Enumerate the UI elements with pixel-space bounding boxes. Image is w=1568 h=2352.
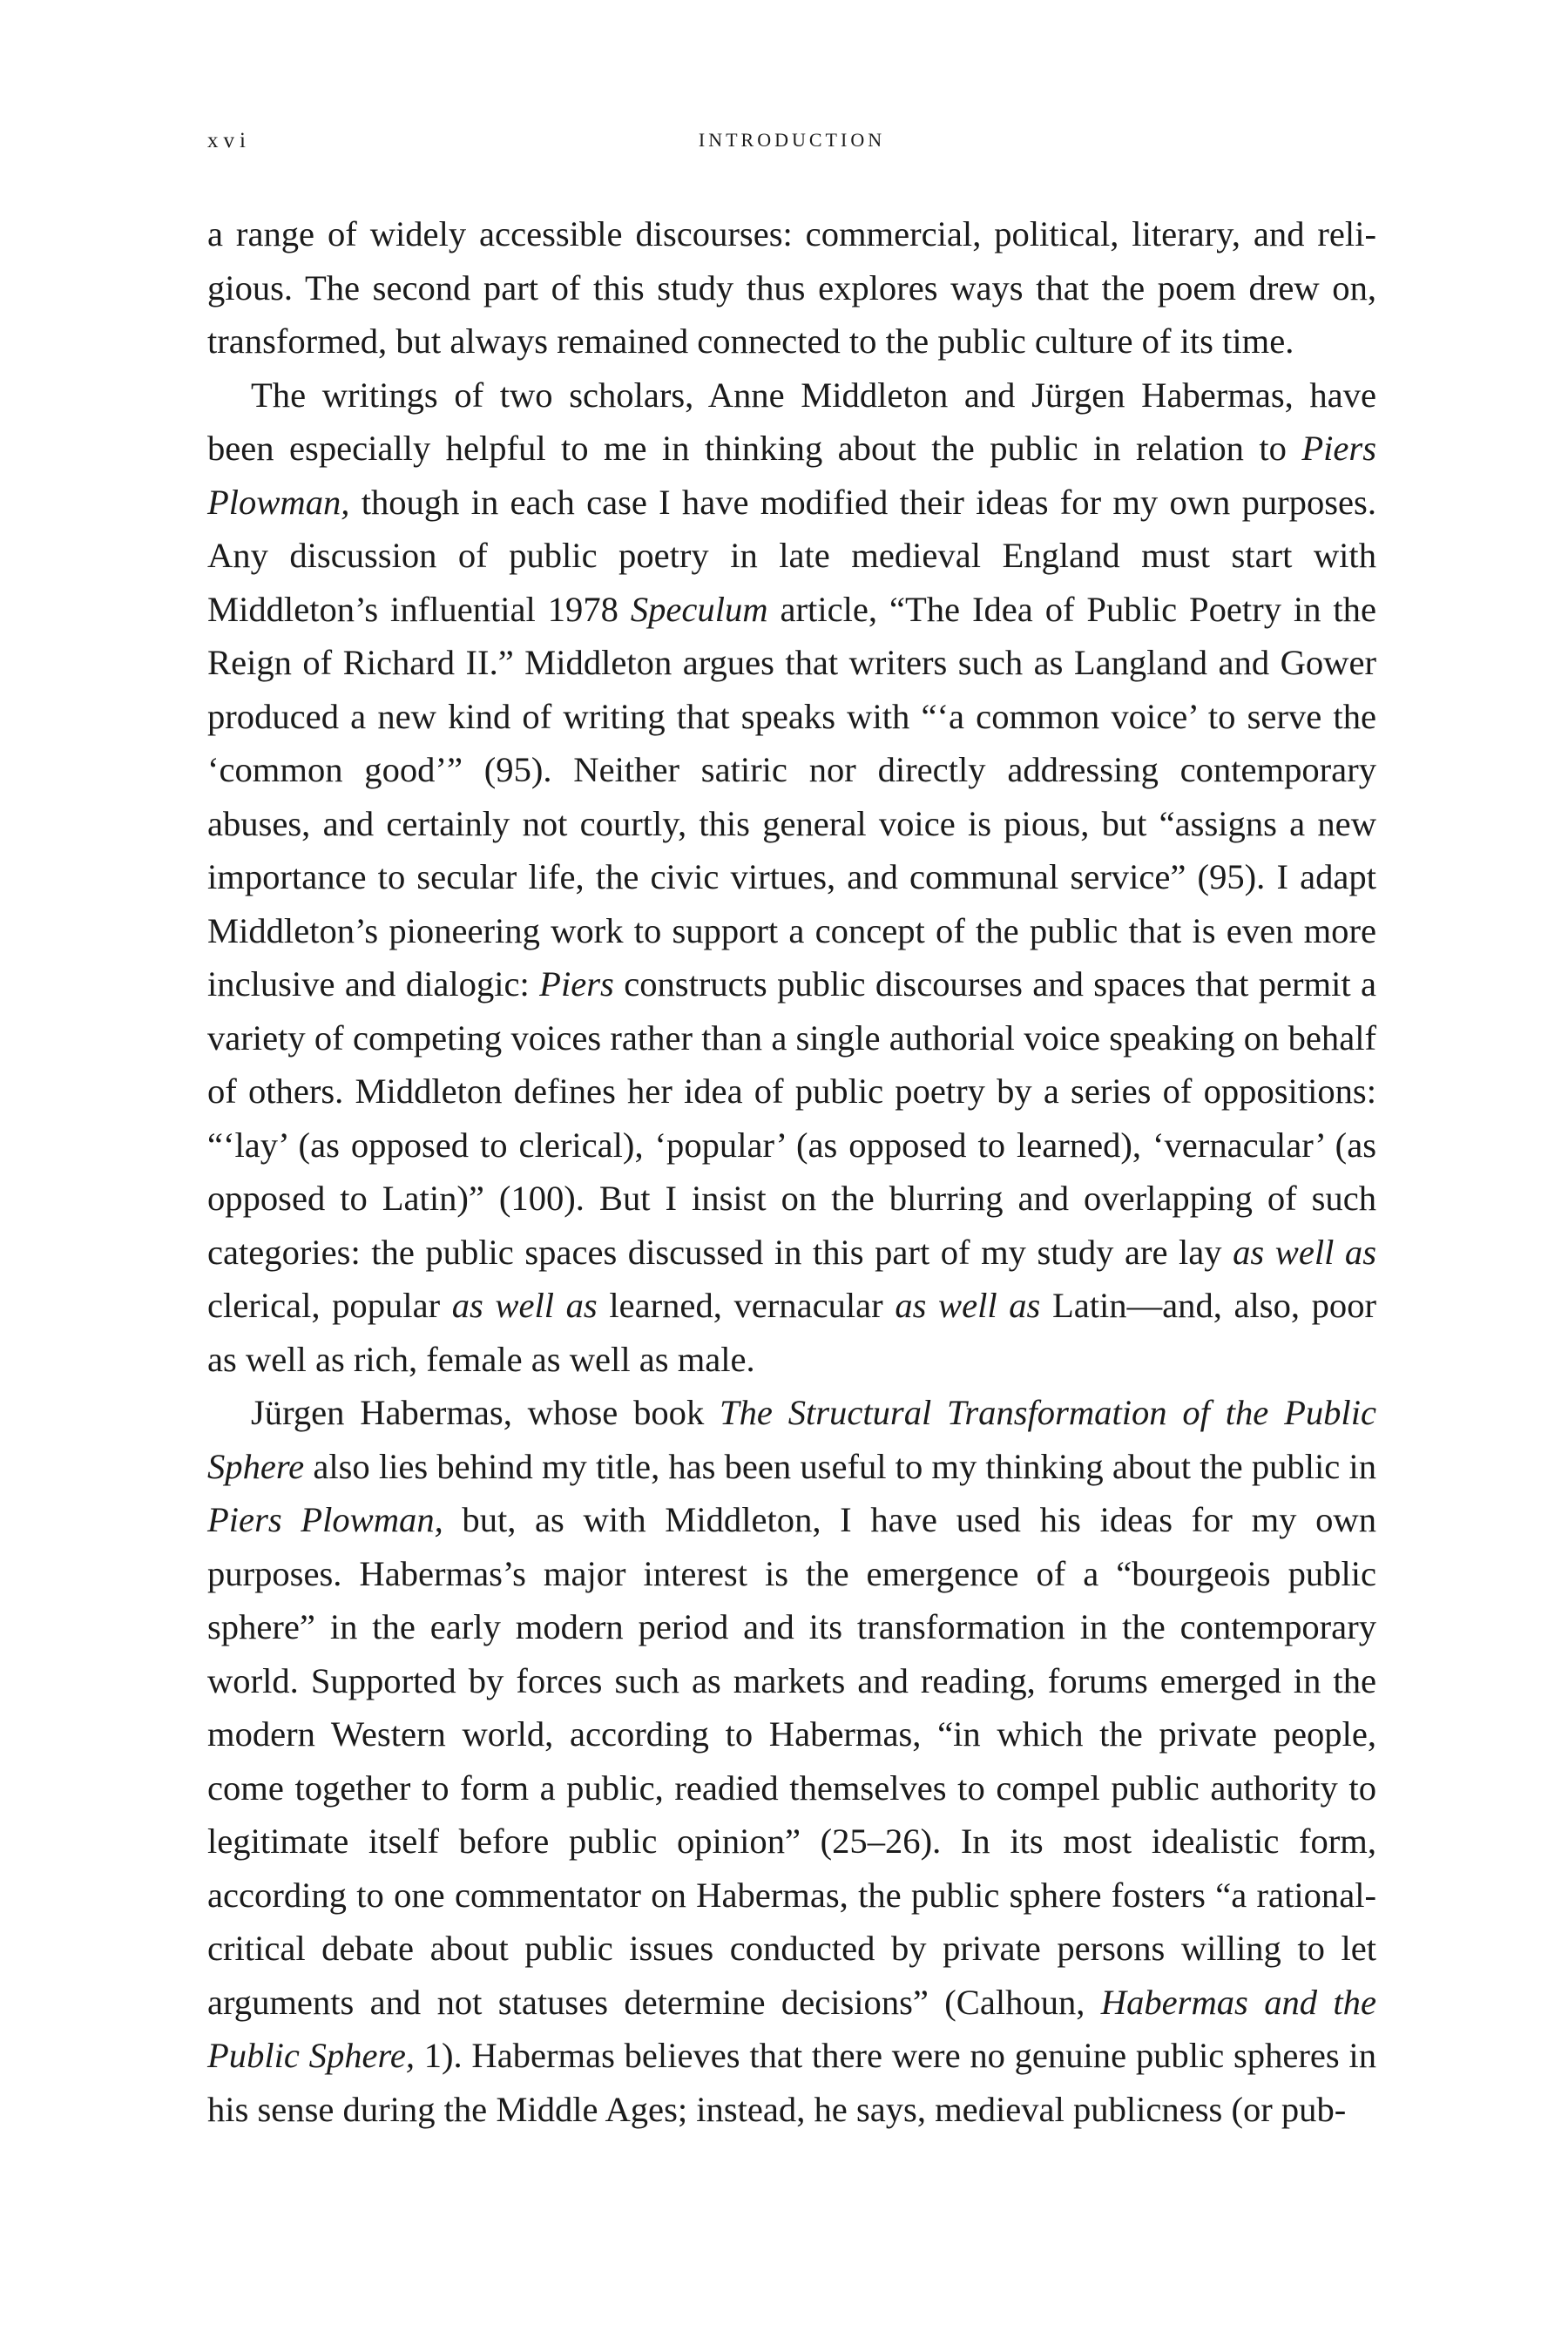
text-run: also lies behind my title, has been useful to my thinking about the public in: [304, 1446, 1376, 1486]
text-run: Latin—and, also, poor as well as rich, female as well as male.: [207, 1286, 1376, 1379]
body-text: [207, 207, 1376, 2136]
italic-text-run: as well as: [895, 1286, 1041, 1325]
italic-text-run: Habermas and the Public Sphere,: [207, 1982, 1376, 2075]
text-run: clerical, popular: [207, 1286, 452, 1325]
text-run: learned, vernacular: [597, 1286, 896, 1325]
running-title: INTRODUCTION: [698, 129, 886, 151]
italic-text-run: The Structural Transformation of the Public Sphere: [207, 1393, 1376, 1486]
text-run: though in each case I have modified their ideas for my own purposes. Any discussion of public poetry in late medieval England must start with Middleton’s influential 1978: [207, 482, 1376, 629]
running-head: [207, 129, 1376, 164]
italic-text-run: as well as: [1233, 1232, 1376, 1272]
paragraph: [207, 207, 1376, 368]
text-run: but, as with Middleton, I have used his ideas for my own purposes. Habermas’s major interest is the emergence of a “bourgeois public sphere” in the early modern period and its transformation in the contemporary world. Supported by forces such as markets and reading, forums emerged in the modern Western world, according to Habermas, “in which the private people, come together to form a public, readied themselves to compel public authority to legitimate itself before public opinion” (25–26). In its most idealistic form, according to one commentator on Habermas, the public sphere fosters “a rational-critical debate about public issues conducted by private persons willing to let arguments and not statuses determine decisions” (Calhoun,: [207, 1500, 1376, 2022]
italic-text-run: Piers: [539, 964, 614, 1004]
italic-text-run: Speculum: [630, 589, 768, 629]
text-run: Jürgen Habermas, whose book: [251, 1393, 720, 1432]
italic-text-run: Piers Plowman,: [207, 1500, 443, 1539]
italic-text-run: as well as: [451, 1286, 598, 1325]
paragraph: [207, 1386, 1376, 2136]
paragraph: [207, 368, 1376, 1387]
italic-text-run: Piers Plowman,: [207, 429, 1376, 522]
text-run: The writings of two scholars, Anne Middleton and Jürgen Habermas, have been especially helpful to me in thinking about the public in relation to: [207, 375, 1376, 468]
page-number: xvi: [207, 129, 251, 152]
text-run: article, “The Idea of Public Poetry in the Reign of Richard II.” Middleton argues that writers such as Langland and Gower produced a new kind of writing that speaks with “‘a common voice’ to serve the ‘common good’” (95). Neither satiric nor directly addressing contemporary abuses, and certainly not courtly, this general voice is pious, but “assigns a new importance to secular life, the civic virtues, and communal service” (95). I adapt Middleton’s pioneering work to support a concept of the public that is even more inclusive and dialogic:: [207, 589, 1376, 1004]
text-run: 1). Habermas believes that there were no genuine public spheres in his sense during the Middle Ages; instead, he says, medieval publicness (or pub-: [207, 2036, 1376, 2129]
text-run: a range of widely accessible discourses: commercial, political, literary, and religious. The second part of this study thus explores ways that the poem drew on, transformed, but always remained connected to the public culture of its time.: [207, 214, 1376, 361]
text-run: constructs public discourses and spaces that permit a variety of competing voices rather than a single authorial voice speaking on behalf of others. Middleton defines her idea of public poetry by a series of oppositions: “‘lay’ (as opposed to clerical), ‘popular’ (as opposed to learned), ‘vernacular’ (as opposed to Latin)” (100). But I insist on the blurring and overlapping of such categories: the public spaces discussed in this part of my study are lay: [207, 964, 1377, 1272]
